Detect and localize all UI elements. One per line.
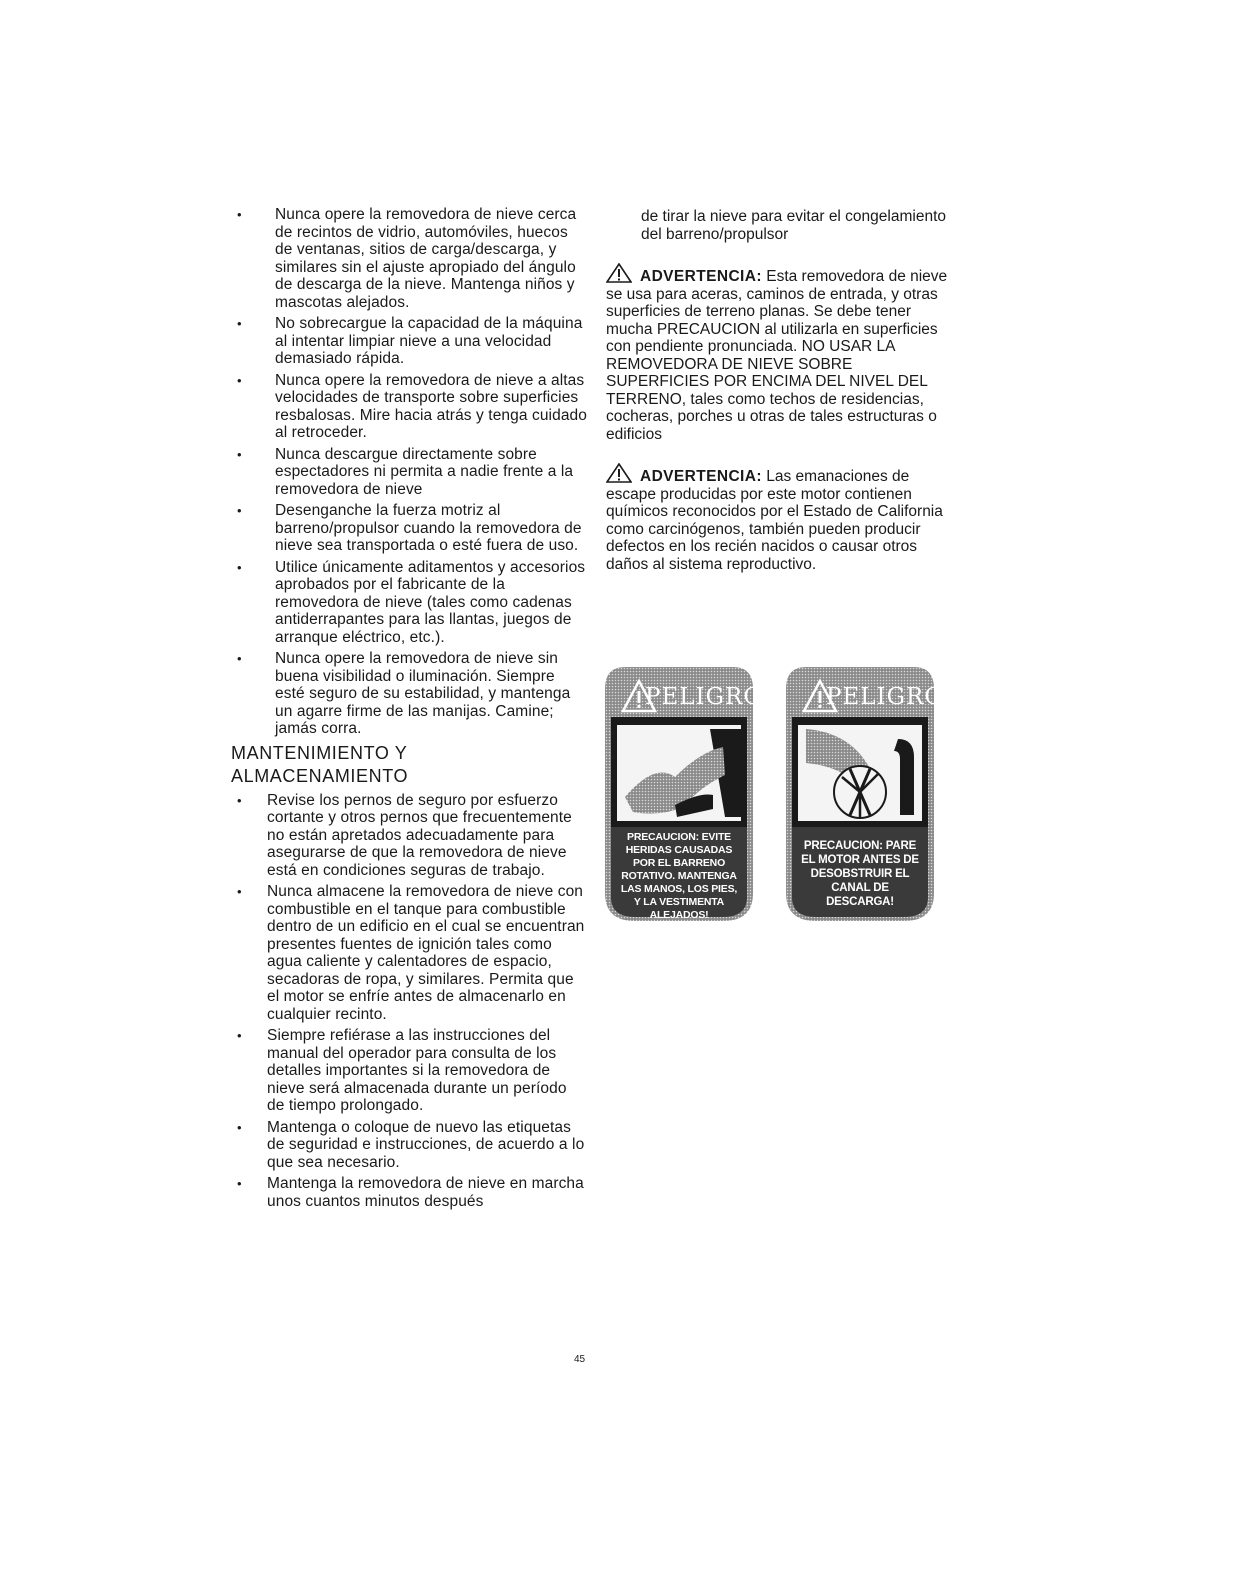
warning-heading: ADVERTENCIA: (640, 468, 762, 485)
danger-label-text: PRECAUCION: EVITE HERIDAS CAUSADAS POR EL BARRENO ROTATIVO. MANTENGA LAS MANOS, LOS PIES, Y LA VESTIMENTA ALEJADOS! (620, 831, 738, 921)
list-item: • Utilice únicamente aditamentos y accesorios aprobados por el fabricante de la removedora de nieve (tales como cadenas antiderrapantes para las llantas, juegos de arranque eléctrico, etc.). (237, 559, 587, 647)
warning-heading: ADVERTENCIA: (640, 268, 762, 285)
list-item: • Mantenga o coloque de nuevo las etiquetas de seguridad e instrucciones, de acuerdo a lo que sea necesario. (237, 1119, 587, 1172)
list-item: • Mantenga la removedora de nieve en marcha unos cuantos minutos después (237, 1175, 587, 1210)
continuation-text: de tirar la nieve para evitar el congelamiento del barreno/propulsor (641, 208, 947, 243)
list-item: • Siempre refiérase a las instrucciones del manual del operador para consulta de los detalles importantes si la removedora de nieve será almacenada durante un período de tiempo prolongado. (237, 1027, 587, 1115)
page-number: 45 (574, 1354, 586, 1365)
warning-paragraph (606, 263, 951, 443)
list-item: • Nunca opere la removedora de nieve sin buena visibilidad o iluminación. Siempre esté seguro de su estabilidad, y mantenga un agarre firme de las manijas. Camine; jamás corra. (237, 650, 587, 738)
danger-header: PELIGRO (645, 684, 764, 710)
warning-body: Esta removedora de nieve se usa para aceras, caminos de entrada, y otras superficies de terreno planas. Se debe tener mucha PRECAUCION al utilizarla en superficies con pendiente pronunciada. NO USAR LA REMOVEDORA DE NIEVE SOBRE SUPERFICIES POR ENCIMA DEL NIVEL DEL TERRENO, tales como techos de residencias, cocheras, porches u otras de tales estructuras o edificios (606, 268, 948, 443)
warning-triangle-icon (606, 263, 632, 283)
list-item: • Nunca opere la removedora de nieve cerca de recintos de vidrio, automóviles, huecos de ventanas, sitios de carga/descarga, y similares sin el ajuste apropiado del ángulo de descarga de la nieve. Mantenga niños y mascotas alejados. (237, 206, 587, 311)
warning-triangle-icon (606, 463, 632, 483)
danger-header: PELIGRO (826, 684, 945, 710)
list-item: • No sobrecargue la capacidad de la máquina al intentar limpiar nieve a una velocidad demasiado rápida. (237, 315, 587, 368)
list-item: • Nunca descargue directamente sobre espectadores ni permita a nadie frente a la removedora de nieve (237, 446, 587, 499)
safety-bullet-list (237, 206, 587, 738)
list-item: • Nunca opere la removedora de nieve a altas velocidades de transporte sobre superficies resbalosas. Mire hacia atrás y tenga cuidado al retroceder. (237, 372, 587, 442)
list-item: • Nunca almacene la removedora de nieve con combustible en el tanque para combustible dentro de un edificio en el cual se encuentran presentes fuentes de ignición tales como agua caliente y calentadores de espacio, secadoras de ropa, y similares. Permita que el motor se enfríe antes de almacenarlo en cualquier recinto. (237, 883, 587, 1023)
maintenance-bullet-list (237, 792, 587, 1211)
section-title-line: MANTENIMIENTO Y (231, 742, 408, 763)
section-title (231, 742, 587, 788)
list-item: • Revise los pernos de seguro por esfuerzo cortante y otros pernos que frecuentemente no están apretados adecuadamente para asegurarse de que la removedora de nieve está en condiciones seguras de trabajo. (237, 792, 587, 880)
right-column (606, 208, 951, 593)
warning-paragraph (606, 463, 951, 573)
list-item: • Desenganche la fuerza motriz al barreno/propulsor cuando la removedora de nieve sea transportada o esté fuera de uso. (237, 502, 587, 555)
danger-label-text: PRECAUCION: PARE EL MOTOR ANTES DE DESOBSTRUIR EL CANAL DE DESCARGA! (801, 840, 919, 908)
left-column (231, 206, 587, 1214)
section-title-line: ALMACENAMIENTO (231, 765, 409, 786)
warning-body: Las emanaciones de escape producidas por este motor contienen químicos reconocidos por el Estado de California como carcinógenos, también pueden producir defectos en los recién nacidos o causar otros daños al sistema reproductivo. (606, 468, 943, 573)
danger-label-chute (786, 667, 945, 921)
danger-label-auger (605, 667, 764, 921)
